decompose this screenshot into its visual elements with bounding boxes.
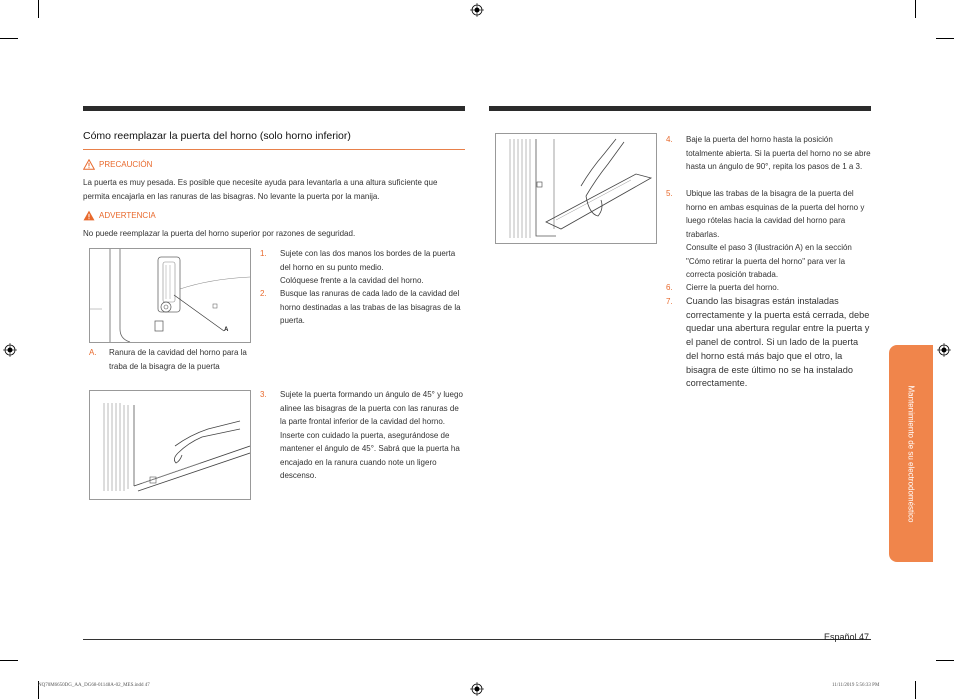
step-text: Sujete con las dos manos los bordes de la puerta del horno en su punto medio. [280,249,456,272]
warning-label [83,210,156,221]
column-header-bar-left [83,106,465,111]
section-title: Cómo reemplazar la puerta del horno (solo horno inferior) [83,130,351,142]
crop-mark [936,38,954,39]
step-4 [666,133,871,174]
figure-callout-a: A [224,327,229,333]
crop-mark [0,660,18,661]
step-1 [260,247,465,288]
column-header-bar-right [489,106,871,111]
step-number: 4. [666,135,673,144]
caution-label-text: PRECAUCIÓN [99,160,153,169]
step-note: Colóquese frente a la cavidad del horno. [280,276,424,285]
step-number: 3. [260,390,267,399]
warning-triangle-outline-icon [83,159,95,170]
step-note: Consulte el paso 3 (ilustración A) en la sección "Cómo retirar la puerta del horno" para ver la correcta posición trabada. [686,243,852,279]
door-lowered-illustration [496,134,656,243]
step-number: 5. [666,189,673,198]
step-text: Ubique las trabas de la bisagra de la puerta del horno en ambas esquinas de la puerta del horno y luego rótelas hacia la cavidad del horno para trabarlas. [686,189,865,239]
step-number: 7. [666,297,673,306]
footer-rule [83,639,871,640]
step-5 [666,187,871,282]
figure-door-45-degrees [89,390,251,500]
warning-text: No puede reemplazar la puerta del horno superior por razones de seguridad. [83,229,356,238]
registration-mark-icon [470,3,484,17]
caution-label [83,159,152,170]
caution-text: La puerta es muy pesada. Es posible que necesite ayuda para levantarla a una altura suficiente que permita encajarla en las ranuras de las bisagras. No levante la puerta por la manija. [83,178,438,201]
page-number: 47 [859,632,870,642]
caption-label: A. [89,348,97,357]
step-text: Busque las ranuras de cada lado de la cavidad del horno destinadas a las trabas de las bisagras de la puerta. [280,289,461,325]
chapter-side-tab [889,345,933,562]
crop-mark [0,38,18,39]
step-3 [260,388,465,483]
registration-mark-icon [470,682,484,696]
footer-language: Español [824,632,857,642]
warning-triangle-filled-icon [83,210,95,221]
crop-mark [38,0,39,18]
figure-caption [89,346,249,373]
step-text: Sujete la puerta formando un ángulo de 45° y luego alinee las bisagras de la puerta con las ranuras de la parte frontal inferior de la cavidad del horno. Inserte con cuidado la puerta, asegurándose de mantener el ángulo de 45°. Sabrá que la puerta ha encajado en la ranura cuando note un ligero descenso. [280,390,463,480]
step-text: Baje la puerta del horno hasta la posición totalmente abierta. Si la puerta del horno no se abre hasta un ángulo de 90°, repita los pasos de 1 a 3. [686,135,871,171]
step-6 [666,281,871,295]
step-7 [666,295,871,391]
step-text: Cierre la puerta del horno. [686,283,779,292]
step-text: Cuando las bisagras están instaladas correctamente y la puerta está cerrada, debe quedar una abertura regular entre la puerta y el panel de control. Si un lado de la puerta del horno está más bajo que el otro, la bisagra de este último no se ha instalado correctamente. [686,296,870,389]
crop-mark [936,660,954,661]
step-number: 6. [666,283,673,292]
caption-text: Ranura de la cavidad del horno para la traba de la bisagra de la puerta [109,348,247,371]
chapter-tab-label: Mantenimiento de su electrodoméstico [906,385,916,522]
figure-door-lowered [495,133,657,244]
step-2 [260,287,465,328]
figure-hinge-slot [89,248,251,343]
crop-mark [915,0,916,18]
registration-mark-icon [937,343,951,357]
step-number: 2. [260,289,267,298]
print-file-info: NQ70M6650DG_AA_DG68-01148A-02_MES.indd 47 [38,683,150,688]
registration-mark-icon [3,343,17,357]
print-timestamp: 11/11/2019 5:56:33 PM [832,683,880,688]
warning-label-text: ADVERTENCIA [99,211,156,220]
crop-mark [915,681,916,699]
door-insert-illustration [90,391,250,499]
section-title-rule [83,149,465,150]
step-number: 1. [260,249,267,258]
